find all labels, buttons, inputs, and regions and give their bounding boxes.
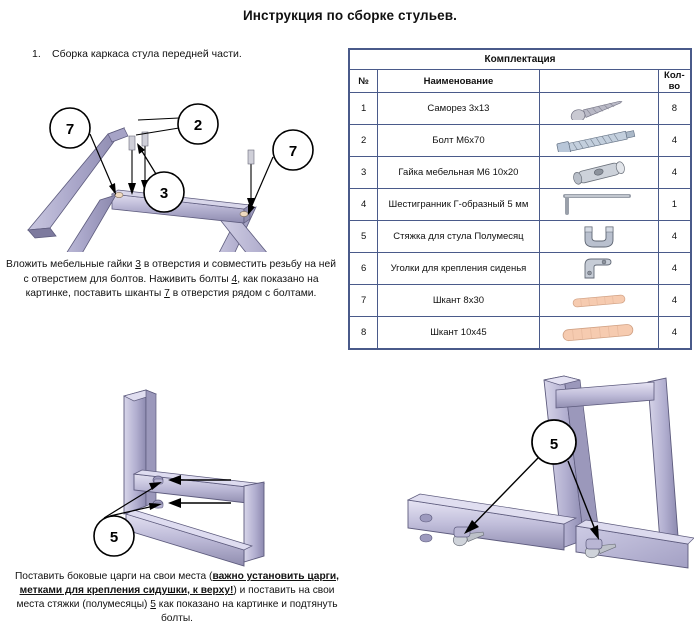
figure-front-frame-svg	[8, 62, 338, 252]
barrel-nut-icon	[559, 161, 639, 185]
table-title: Комплектация	[350, 50, 691, 70]
table-row	[350, 253, 691, 285]
figure-side-rails-right-svg	[348, 372, 694, 577]
figure-side-rails-left	[6, 378, 336, 568]
parts-table-container	[348, 48, 692, 350]
row-image-cell	[539, 125, 658, 157]
figure-side-rails-left-svg	[6, 378, 336, 568]
table-row	[350, 317, 691, 349]
para1-ref-7: 7	[164, 288, 170, 299]
table-row	[350, 221, 691, 253]
row-name: Шкант 10х45	[378, 317, 539, 349]
para2-seg2: ) и поставить на свои места стяжки (полумесяцы)	[16, 585, 335, 610]
row-num: 4	[350, 189, 378, 221]
row-qty: 4	[658, 285, 690, 317]
para1-seg1: Вложить мебельные гайки	[6, 259, 136, 270]
column-header-num: №	[350, 70, 378, 93]
para1-ref-3: 3	[135, 259, 141, 270]
row-name: Болт М6х70	[378, 125, 539, 157]
row-image-cell	[539, 253, 658, 285]
hex-key-icon	[553, 192, 645, 218]
para2-seg3: как показано на картинке и подтянуть болты.	[155, 599, 338, 624]
column-header-image	[539, 70, 658, 93]
row-num: 5	[350, 221, 378, 253]
back-leg	[124, 390, 146, 514]
dowel-small-icon	[559, 292, 639, 310]
crescent-bracket-right	[586, 539, 602, 549]
para2-seg1: Поставить боковые царги на свои места (	[14, 571, 213, 582]
parts-table	[349, 49, 691, 349]
row-image-cell	[539, 157, 658, 189]
row-num: 6	[350, 253, 378, 285]
row-qty: 4	[658, 221, 690, 253]
svg-text:7: 7	[65, 121, 75, 138]
dowel-large-icon	[553, 323, 645, 343]
svg-text:7: 7	[288, 143, 298, 160]
row-image-cell	[539, 189, 658, 221]
para1-seg3: , как показано на картинке, поставить шканты	[25, 273, 319, 299]
row-num: 2	[350, 125, 378, 157]
angle-bracket-icon	[577, 256, 621, 282]
row-name: Шкант 8х30	[378, 285, 539, 317]
table-row	[350, 189, 691, 221]
figure-front-frame-assembly	[8, 62, 338, 252]
row-num: 7	[350, 285, 378, 317]
step-2-paragraph	[12, 570, 342, 626]
table-row	[350, 93, 691, 125]
row-qty: 4	[658, 157, 690, 189]
table-title-row	[350, 50, 691, 70]
table-row	[350, 157, 691, 189]
crescent-bracket-icon	[575, 224, 623, 250]
bolt-icon	[549, 130, 649, 152]
column-header-qty: Кол-во	[658, 70, 690, 93]
row-name: Гайка мебельная М6 10х20	[378, 157, 539, 189]
svg-text:5: 5	[109, 529, 119, 546]
row-image-cell	[539, 93, 658, 125]
row-num: 8	[350, 317, 378, 349]
row-name: Саморез 3х13	[378, 93, 539, 125]
front-leg-right	[648, 378, 678, 542]
row-image-cell	[539, 221, 658, 253]
row-qty: 4	[658, 125, 690, 157]
row-num: 1	[350, 93, 378, 125]
para1-ref-4: 4	[231, 273, 238, 285]
row-image-cell	[539, 317, 658, 349]
svg-text:5: 5	[549, 436, 559, 453]
svg-text:2: 2	[193, 117, 203, 134]
row-qty: 4	[658, 253, 690, 285]
screw-icon	[551, 98, 647, 120]
table-header-row	[350, 70, 691, 93]
row-name: Уголки для крепления сиденья	[378, 253, 539, 285]
figure-side-rails-right	[348, 372, 694, 577]
page-title: Инструкция по сборке стульев.	[243, 8, 457, 23]
table-row	[350, 285, 691, 317]
row-name: Шестигранник Г-образный 5 мм	[378, 189, 539, 221]
para1-seg4: в отверстия рядом с болтами.	[169, 288, 317, 299]
step-1-paragraph	[4, 258, 338, 302]
row-qty: 4	[658, 317, 690, 349]
callout-2	[136, 104, 218, 144]
table-row	[350, 125, 691, 157]
row-qty: 1	[658, 189, 690, 221]
row-qty: 8	[658, 93, 690, 125]
row-name: Стяжка для стула Полумесяц	[378, 221, 539, 253]
step-1-number: 1.	[32, 48, 41, 60]
para2-ref-5: 5	[150, 599, 156, 610]
row-image-cell	[539, 285, 658, 317]
callout-7-right	[248, 130, 313, 215]
step-1-title: Сборка каркаса стула передней части.	[52, 48, 242, 60]
svg-text:3: 3	[159, 185, 169, 202]
para1-seg2: в отверстия и совместить резьбу на ней с отверстием для болтов. Наживить болты	[23, 259, 336, 285]
para2-emphasis: важно установить царги, метками для крепления сидушки, к верху!	[19, 571, 340, 596]
row-num: 3	[350, 157, 378, 189]
column-header-name: Наименование	[378, 70, 539, 93]
front-leg	[244, 482, 264, 562]
